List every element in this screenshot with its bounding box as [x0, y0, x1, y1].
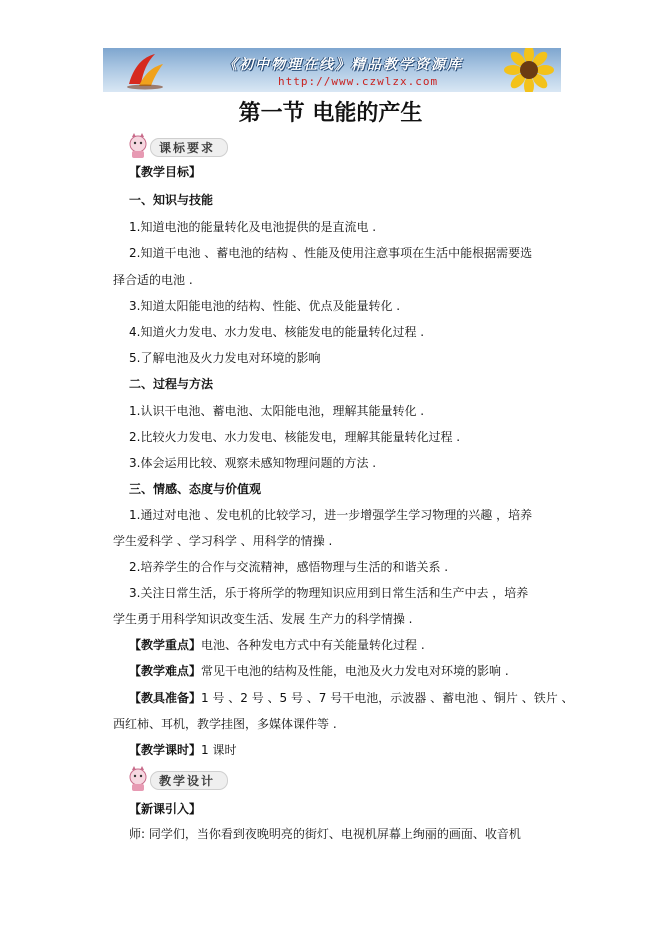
header-banner — [103, 48, 561, 92]
text-line: 【教学课时】1 课时 — [129, 743, 237, 757]
text-line: 1.认识干电池、蓄电池、太阳能电池，理解其能量转化 . — [129, 404, 425, 418]
banner-url[interactable]: http://www.czwlzx.com — [278, 75, 439, 88]
text-line: 学生爱科学 、学习科学 、用科学的情操 . — [113, 534, 333, 548]
text-line: 2.比较火力发电、水力发电、核能发电，理解其能量转化过程 . — [129, 430, 461, 444]
text-line: 【新课引入】 — [129, 802, 202, 816]
text-line: 学生勇于用科学知识改变生活、发展 生产力的科学情操 . — [113, 612, 413, 626]
text-line: 【教学难点】常见干电池的结构及性能，电池及火力发电对环境的影响 . — [129, 664, 509, 678]
banner-title: 《初中物理在线》精品教学资源库 — [223, 57, 463, 73]
text-line: 1.知道电池的能量转化及电池提供的是直流电 . — [129, 220, 377, 234]
text-line: 【教学目标】 — [129, 165, 202, 179]
text-line: 3.关注日常生活，乐于将所学的物理知识应用到日常生活和生产中去 ，培养 — [129, 586, 529, 600]
page-title: 第一节 电能的产生 — [238, 100, 423, 126]
text-line: 【教具准备】1 号 、2 号 、5 号 、7 号干电池，示波器 、蓄电池 、铜片 、铁片 、 — [129, 691, 574, 705]
text-line: 2.知道干电池 、蓄电池的结构 、性能及使用注意事项在生活中能根据需要选 — [129, 246, 533, 260]
section-tag-requirements — [124, 132, 234, 160]
text-line: 2.培养学生的合作与交流精神，感悟物理与生活的和谐关系 . — [129, 560, 449, 574]
text-line: 择合适的电池 . — [113, 273, 193, 287]
heading-line: 一、知识与技能 — [129, 193, 214, 207]
text-line: 西红柿、耳机，教学挂图，多媒体课件等 . — [113, 717, 337, 731]
section-tag-design — [124, 765, 234, 793]
text-line: 5.了解电池及火力发电对环境的影响 — [129, 351, 321, 365]
logo-icon — [125, 52, 165, 90]
sunflower-icon — [495, 48, 557, 92]
tag-label: 课标要求 — [159, 141, 216, 155]
text-line: 师: 同学们，当你看到夜晚明亮的街灯、电视机屏幕上绚丽的画面、收音机 — [129, 827, 521, 841]
heading-line: 二、过程与方法 — [129, 377, 214, 391]
text-line: 1.通过对电池 、发电机的比较学习，进一步增强学生学习物理的兴趣 ，培养 — [129, 508, 533, 522]
text-line: 4.知道火力发电、水力发电、核能发电的能量转化过程 . — [129, 325, 425, 339]
heading-line: 三、情感、态度与价值观 — [129, 482, 262, 496]
text-line: 3.体会运用比较、观察未感知物理问题的方法 . — [129, 456, 377, 470]
text-line: 【教学重点】电池、各种发电方式中有关能量转化过程 . — [129, 638, 425, 652]
text-line: 3.知道太阳能电池的结构、性能、优点及能量转化 . — [129, 299, 401, 313]
tag-label: 教学设计 — [159, 774, 216, 788]
